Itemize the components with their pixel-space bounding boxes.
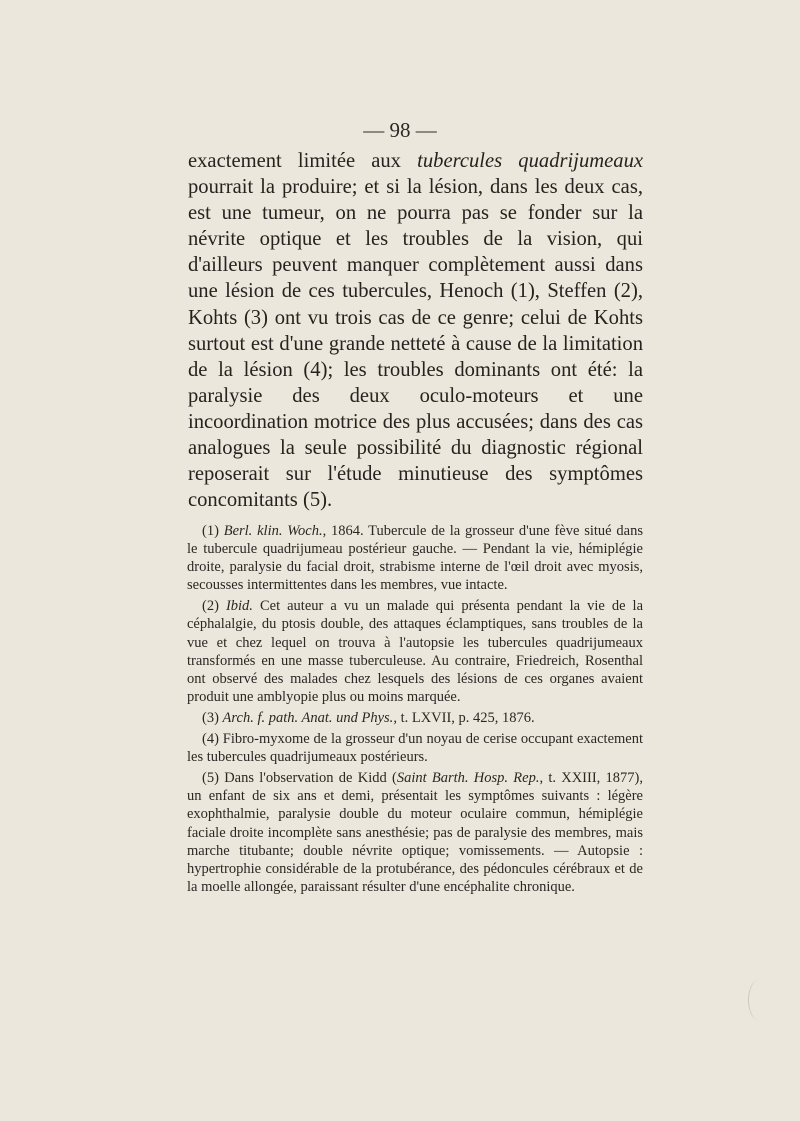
footnote-text: , 1864. Tubercule de la grosseur d'une fève situé dans le tubercule quadrijumeau postérieur gauche. — Pendant la vie, hémiplégie droite, paralysie du facial droit, strabisme interne de l'œil droit avec myosis, secousses intermittentes dans les membres, vue intacte. (187, 523, 643, 594)
footnote-text-pre: Dans l'observation de Kidd ( (224, 770, 397, 787)
main-text (188, 148, 643, 513)
footnote-text: Fibro-myxome de la grosseur d'un noyau de cerise occupant exactement les tubercules quadrijumeaux postérieurs. (187, 731, 644, 766)
footnote-reference: Berl. klin. Woch. (223, 523, 323, 539)
footnote-3 (187, 709, 643, 727)
footnote-number: (1) (202, 523, 219, 539)
footnote-text: Cet auteur a vu un malade qui présenta pendant la vie de la céphalalgie, du ptosis double, des attaques éclamptiques, sans troubles de la vue et chez lequel on trouva à l'autopsie les tubercules quadrijumeaux transformés en une masse tuberculeuse. Au contraire, Friedreich, Rosenthal ont observé des malades chez lesquels des lésions de ces organes avaient produit une amblyopie plus ou moins marquée. (187, 598, 644, 705)
footnotes (187, 522, 643, 899)
footnote-number: (4) (202, 731, 219, 748)
paper-mark (748, 980, 769, 1020)
footnote-reference: Ibid. (225, 598, 253, 615)
main-text-segment: pourrait la produire; et si la lésion, dans les deux cas, est une tumeur, on ne pourra pas se fonder sur la névrite optique et les troubles de la vision, qui d'ailleurs peuvent manquer complètement aussi dans une lésion de ces tubercules, Henoch (1), Steffen (2), Kohts (3) ont vu trois cas de ce genre; celui de Kohts surtout est d'une grande netteté à cause de la limitation de la lésion (4); les troubles dominants ont été: la paralysie des deux oculo-moteurs et une incoordination motrice des plus accusées; dans des cas analogues la seule possibilité du diagnostic régional reposerait sur l'étude minutieuse des symptômes concomitants (5). (188, 176, 643, 512)
footnote-text: , t. LXVII, p. 425, 1876. (393, 709, 535, 726)
main-text-italic: tubercules quadrijumeaux (417, 150, 644, 172)
main-text-segment: exactement limitée aux (188, 150, 418, 172)
footnote-number: (2) (202, 598, 219, 615)
footnote-reference: Saint Barth. Hosp. Rep. (396, 770, 540, 787)
footnote-text: , t. XXIII, 1877), un enfant de six ans et demi, présentait les symptômes suivants : légère exophthalmie, paralysie double du moteur oculaire commun, hémiplégie faciale droite incomplète sans anesthésie; pas de paralysie des membres, mais marche titubante; double névrite optique; vomissements. — Autopsie : hypertrophie considérable de la protubérance, des pédoncules cérébraux et de la moelle allongée, paraissant résulter d'une encéphalite chronique. (187, 770, 644, 895)
page-number: — 98 — (363, 118, 437, 142)
footnote-number: (5) (202, 770, 219, 787)
footnote-1 (187, 522, 643, 594)
footnote-number: (3) (202, 709, 219, 726)
main-paragraph (188, 148, 643, 513)
footnote-4 (187, 730, 643, 766)
footnote-2 (187, 597, 643, 706)
footnote-5 (187, 769, 643, 896)
footnote-reference: Arch. f. path. Anat. und Phys. (222, 709, 394, 726)
